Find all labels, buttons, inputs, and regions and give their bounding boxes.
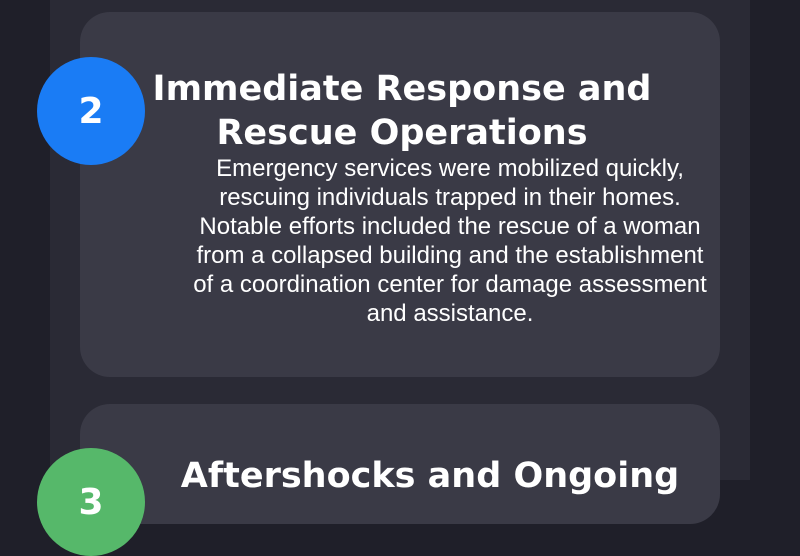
card-title: Aftershocks and Ongoing bbox=[180, 456, 680, 496]
step-number-badge: 3 bbox=[37, 448, 145, 556]
step-number-badge: 2 bbox=[37, 57, 145, 165]
timeline-card bbox=[80, 12, 720, 377]
card-description: Emergency services were mobilized quickly, rescuing individuals trapped in their homes. Notable efforts included the rescue of a woman from a collapsed building and the establishment of a coordination center for damage assessment and assistance. bbox=[193, 155, 707, 327]
timeline-card bbox=[80, 404, 720, 524]
card-title: Immediate Response and Rescue Operations bbox=[152, 69, 652, 153]
